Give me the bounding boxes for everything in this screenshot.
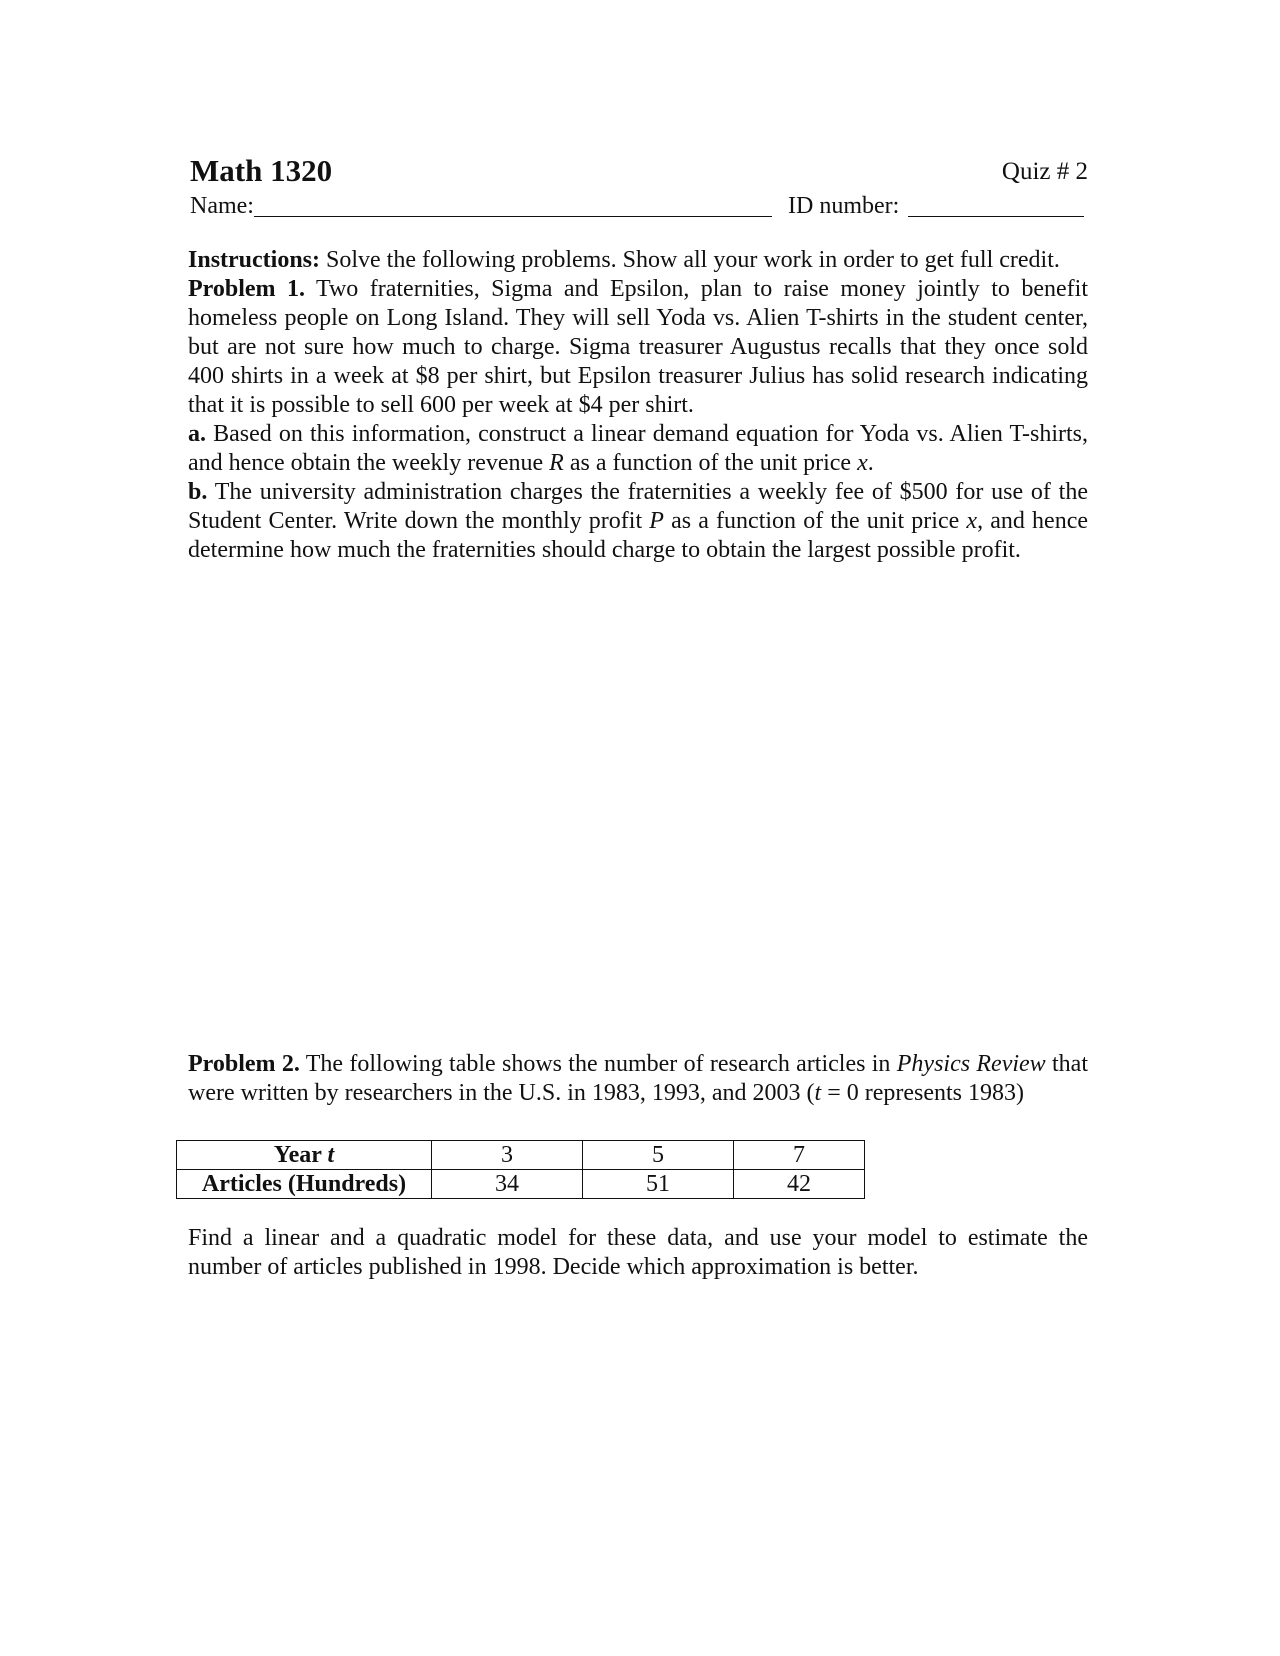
quiz-number: Quiz # 2 bbox=[1001, 158, 1088, 185]
problem-2-label: Problem 2. bbox=[188, 1051, 300, 1077]
problem-2-question-text: Find a linear and a quadratic model for these data, and use your model to estimate the number of articles published in 1998. Decide which approximation is better. bbox=[188, 1225, 1088, 1280]
table-cell: 42 bbox=[734, 1170, 865, 1199]
id-number-label: ID number: bbox=[788, 193, 900, 219]
part-b-text-2: as a function of the unit price bbox=[663, 508, 967, 534]
problem-1-label: Problem 1. bbox=[188, 276, 305, 302]
part-a-text-2: as a function of the unit price bbox=[563, 450, 858, 476]
quiz-header bbox=[190, 150, 1088, 192]
table-cell: 7 bbox=[734, 1141, 865, 1170]
table-header-cell bbox=[177, 1141, 432, 1170]
variable-x: x bbox=[857, 450, 868, 476]
variable-r: R bbox=[549, 450, 564, 476]
part-b-text-3: , and hence determine how much the fraternities should charge to obtain the largest possible profit. bbox=[188, 508, 1088, 563]
variable-p: P bbox=[649, 508, 664, 534]
articles-table bbox=[176, 1140, 865, 1199]
problem-1-text: Two fraternities, Sigma and Epsilon, plan to raise money jointly to benefit homeless people on Long Island. They will sell Yoda vs. Alien T-shirts in the student center, but are not sure how much to charge. Sigma treasurer Augustus recalls that they once sold 400 shirts in a week at $8 per shirt, but Epsilon treasurer Julius has solid research indicating that it is possible to sell 600 per week at $4 per shirt. bbox=[188, 276, 1088, 418]
problem-1-section bbox=[188, 246, 1088, 565]
table-header-cell: Articles (Hundreds) bbox=[177, 1170, 432, 1199]
part-b-text: The university administration charges the fraternities a weekly fee of $500 for use of the Student Center. Write down the monthly profit bbox=[188, 479, 1088, 534]
variable-t: t bbox=[814, 1080, 822, 1106]
problem-2-question bbox=[188, 1224, 1088, 1282]
variable-t: t bbox=[327, 1142, 335, 1168]
year-label: Year bbox=[273, 1142, 328, 1168]
name-blank-line bbox=[254, 216, 772, 217]
table-cell: 5 bbox=[583, 1141, 734, 1170]
problem-1-part-a bbox=[188, 420, 1088, 478]
student-info-row bbox=[190, 188, 1088, 224]
problem-2-text-3: = 0 represents 1983) bbox=[821, 1080, 1025, 1106]
problem-2-text: The following table shows the number of research articles in bbox=[299, 1051, 897, 1077]
id-number-blank-line bbox=[908, 216, 1084, 217]
name-label: Name: bbox=[190, 193, 254, 219]
problem-2-paragraph bbox=[188, 1050, 1088, 1108]
journal-name: Physics Review bbox=[896, 1051, 1046, 1077]
instructions-label: Instructions: bbox=[188, 247, 321, 273]
table-cell: 51 bbox=[583, 1170, 734, 1199]
course-title: Math 1320 bbox=[190, 153, 333, 188]
table-cell: 3 bbox=[432, 1141, 583, 1170]
problem-1-part-b bbox=[188, 478, 1088, 565]
table-row bbox=[177, 1141, 865, 1170]
instructions-text: Solve the following problems. Show all your work in order to get full credit. bbox=[320, 247, 1060, 273]
problem-2-text-2: that were written by researchers in the U.S. in 1983, 1993, and 2003 ( bbox=[188, 1051, 1088, 1106]
part-a-text-3: . bbox=[867, 450, 874, 476]
variable-x: x bbox=[966, 508, 978, 534]
table-row bbox=[177, 1170, 865, 1199]
part-a-label: a. bbox=[188, 421, 206, 447]
problem-2-intro bbox=[188, 1050, 1088, 1108]
part-a-text: Based on this information, construct a linear demand equation for Yoda vs. Alien T-shirts, and hence obtain the weekly revenue bbox=[188, 421, 1088, 476]
problem-1-paragraph bbox=[188, 275, 1088, 420]
table-cell: 34 bbox=[432, 1170, 583, 1199]
instructions-paragraph bbox=[188, 246, 1088, 275]
part-b-label: b. bbox=[188, 479, 208, 505]
